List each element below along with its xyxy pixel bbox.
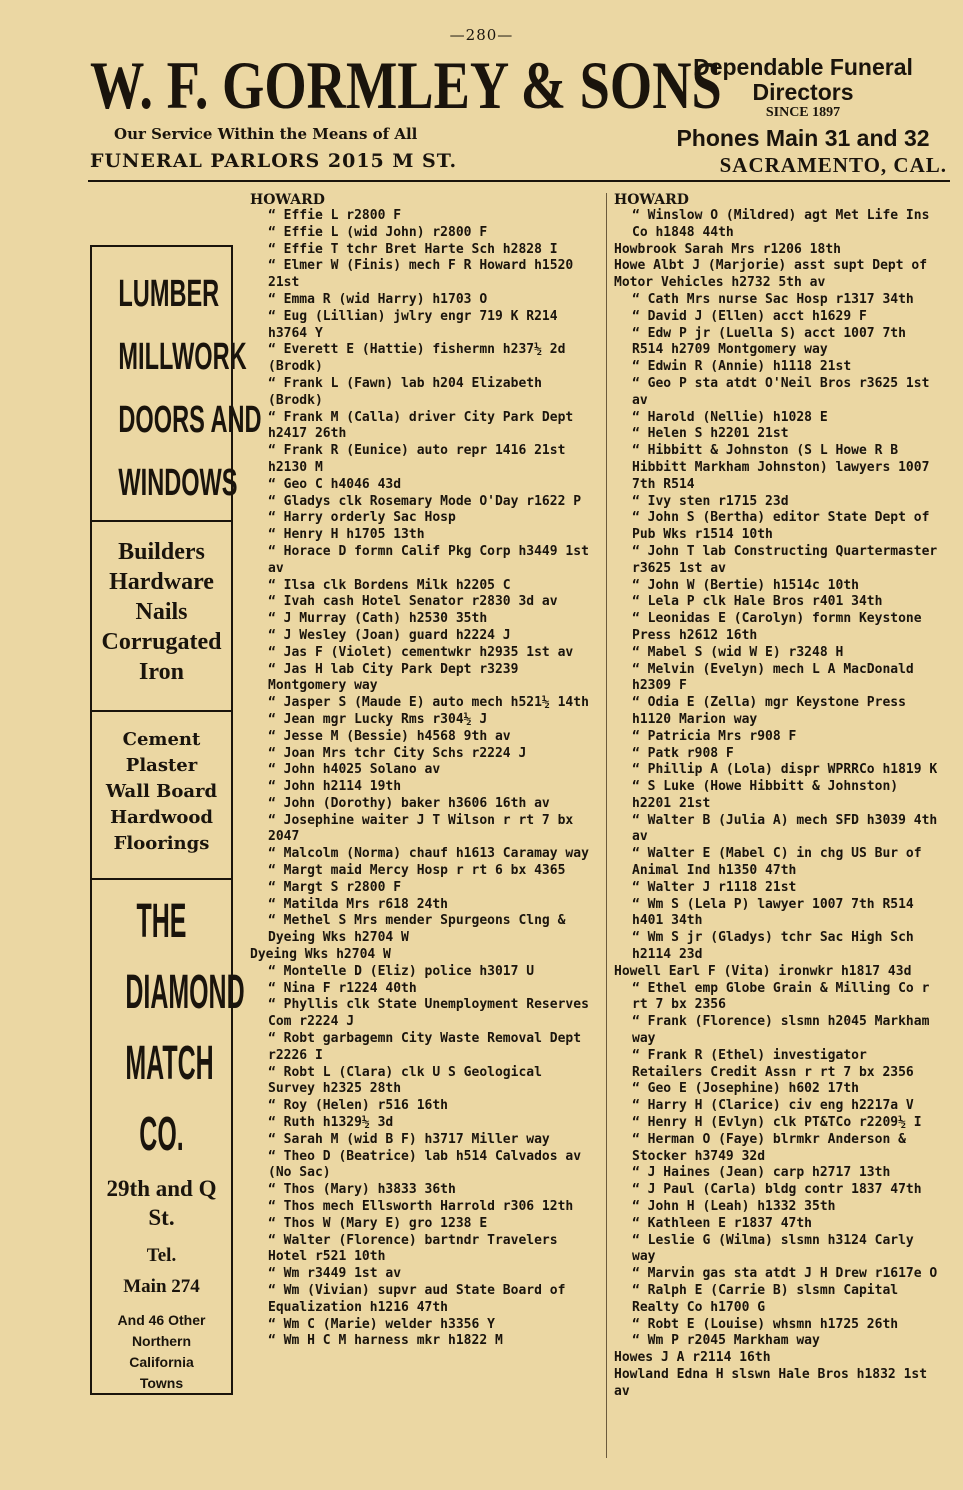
entry-text: “ Thos W (Mary E) gro 1238 E bbox=[268, 1215, 488, 1231]
entry-text: “ Walter (Florence) bartndr Travelers Hotel r521 10th bbox=[268, 1232, 558, 1265]
service-line-2: Directors bbox=[752, 79, 854, 105]
directory-entry bbox=[250, 662, 602, 696]
entry-text: “ Ralph E (Carrie B) slsmn Capital Realty Co h1700 G bbox=[632, 1283, 899, 1315]
builders-line: Nails bbox=[135, 599, 188, 625]
entry-text: “ Marvin gas sta atdt J H Drew r1617e O bbox=[632, 1266, 938, 1282]
directory-entry bbox=[614, 544, 950, 578]
entry-text: “ Matilda Mrs r618 24th bbox=[268, 896, 449, 912]
funeral-home-address: FUNERAL PARLORS 2015 M ST. bbox=[90, 150, 458, 172]
entry-text: “ Jean mgr Lucky Rms r304½ J bbox=[268, 711, 488, 727]
directory-entry bbox=[614, 309, 950, 326]
directory-entry bbox=[614, 695, 950, 729]
entry-text: “ Gladys clk Rosemary Mode O'Day r1622 P bbox=[268, 493, 582, 509]
entry-text: “ Cath Mrs nurse Sac Hosp r1317 34th bbox=[632, 291, 914, 307]
entry-text: “ Wm S (Lela P) lawyer 1007 7th R514 h401 34th bbox=[632, 896, 914, 929]
entry-text: “ Harry orderly Sac Hosp bbox=[268, 510, 456, 526]
directory-entry bbox=[250, 1115, 602, 1132]
directory-entry bbox=[250, 1149, 602, 1183]
directory-entry bbox=[250, 1132, 602, 1149]
directory-entry bbox=[250, 981, 602, 998]
entry-text: “ Geo E (Josephine) h602 17th bbox=[632, 1081, 859, 1097]
entry-text: “ Hibbitt & Johnston (S L Howe R B Hibbitt Markham Johnston) lawyers 1007 7th R514 bbox=[632, 443, 930, 492]
since-year: SINCE 1897 bbox=[765, 105, 841, 120]
directory-entry bbox=[250, 762, 602, 779]
entry-text: Howell Earl F (Vita) ironwkr h1817 43d bbox=[614, 963, 912, 979]
entry-text: “ Walter J r1118 21st bbox=[632, 879, 797, 895]
cement-line: Wall Board bbox=[105, 781, 218, 802]
directory-entry bbox=[614, 846, 950, 880]
entry-text: “ Robt garbagemn City Waste Removal Dept r2226 I bbox=[268, 1031, 582, 1063]
builders-block bbox=[92, 527, 231, 705]
entry-text: “ Wm r3449 1st av bbox=[268, 1266, 402, 1282]
directory-entry bbox=[614, 813, 950, 847]
sidebar-advertisement bbox=[90, 245, 262, 1395]
directory-entry bbox=[614, 242, 950, 259]
section-heading: HOWARD bbox=[250, 192, 325, 208]
entry-text: Howes J A r2114 16th bbox=[614, 1350, 771, 1366]
directory-entry bbox=[614, 1132, 950, 1166]
directory-entry bbox=[614, 1098, 950, 1115]
entry-text: “ Wm P r2045 Markham way bbox=[632, 1333, 820, 1349]
entry-text: “ Frank R (Ethel) investigator Retailers Credit Assn r rt 7 bx 2356 bbox=[632, 1047, 914, 1080]
directory-entry bbox=[250, 1098, 602, 1115]
entry-text: “ John h2114 19th bbox=[268, 779, 402, 795]
entry-text: “ Helen S h2201 21st bbox=[632, 426, 789, 442]
funeral-home-name: W. F. GORMLEY & SONS bbox=[90, 47, 722, 123]
cement-line: Floorings bbox=[113, 833, 210, 854]
lumber-line: WINDOWS bbox=[118, 462, 238, 504]
directory-entry bbox=[614, 930, 950, 964]
directory-entry bbox=[614, 410, 950, 427]
entry-text: “ Leonidas E (Carolyn) formn Keystone Press h2612 16th bbox=[632, 611, 922, 643]
sidebar-divider bbox=[92, 520, 231, 522]
tel-line: Main 274 bbox=[123, 1276, 200, 1297]
lumber-block bbox=[118, 263, 262, 515]
entry-text: “ J Paul (Carla) bldg contr 1837 47th bbox=[632, 1182, 922, 1198]
entry-text: “ Ethel emp Globe Grain & Milling Co r rt 7 bx 2356 bbox=[632, 980, 930, 1013]
entry-text: “ Ilsa clk Bordens Milk h2205 C bbox=[268, 577, 511, 593]
address-line: St. bbox=[148, 1205, 175, 1230]
entry-text: Dyeing Wks h2704 W bbox=[250, 947, 391, 963]
directory-entry bbox=[250, 410, 602, 444]
directory-entry bbox=[250, 258, 602, 292]
entry-text: “ Phyllis clk State Unemployment Reserves Com r2224 J bbox=[268, 997, 589, 1030]
directory-entry bbox=[614, 1199, 950, 1216]
directory-entry bbox=[614, 1266, 950, 1283]
directory-entry bbox=[250, 1216, 602, 1233]
entry-text: “ J Murray (Cath) h2530 35th bbox=[268, 611, 488, 627]
city-name: SACRAMENTO, CAL. bbox=[719, 153, 947, 177]
directory-entry bbox=[250, 494, 602, 511]
lumber-line: DOORS AND bbox=[118, 399, 262, 441]
directory-entry bbox=[614, 258, 950, 292]
entry-text: “ Thos mech Ellsworth Harrold r306 12th bbox=[268, 1199, 574, 1215]
directory-entry bbox=[614, 594, 950, 611]
entry-text: “ Henry H h1705 13th bbox=[268, 527, 425, 543]
diamond-telephone bbox=[92, 1240, 231, 1302]
directory-entry bbox=[614, 1333, 950, 1350]
directory-entry bbox=[250, 225, 602, 242]
directory-entry bbox=[614, 208, 950, 242]
entry-text: “ Leslie G (Wilma) slsmn h3124 Carly way bbox=[632, 1232, 914, 1265]
entry-text: “ Sarah M (wid B F) h3717 Miller way bbox=[268, 1131, 550, 1147]
sidebar-divider bbox=[92, 878, 231, 880]
directory-entry bbox=[614, 1115, 950, 1132]
directory-entry bbox=[614, 729, 950, 746]
directory-entry bbox=[250, 527, 602, 544]
header-divider bbox=[88, 180, 950, 182]
entry-text: “ Ivy sten r1715 23d bbox=[632, 493, 789, 509]
towns-line: California bbox=[129, 1354, 194, 1370]
directory-entry bbox=[250, 1182, 602, 1199]
directory-entry bbox=[614, 1165, 950, 1182]
diamond-line: THE bbox=[136, 895, 187, 948]
column-divider bbox=[606, 193, 607, 1458]
entry-text: “ Geo C h4046 43d bbox=[268, 476, 402, 492]
funeral-home-tagline: Our Service Within the Means of All bbox=[114, 125, 418, 143]
directory-entry bbox=[250, 695, 602, 712]
phone-numbers: Phones Main 31 and 32 bbox=[676, 125, 930, 151]
builders-line: Builders bbox=[118, 539, 205, 565]
directory-entry bbox=[250, 846, 602, 863]
entry-text: “ Margt maid Mercy Hosp r rt 6 bx 4365 bbox=[268, 863, 566, 879]
tel-line: Tel. bbox=[146, 1245, 177, 1266]
directory-entry bbox=[250, 1317, 602, 1334]
funeral-home-service-block bbox=[673, 55, 933, 153]
diamond-match-block bbox=[125, 886, 245, 1170]
directory-entry bbox=[250, 544, 602, 578]
entry-text: Howbrook Sarah Mrs r1206 18th bbox=[614, 241, 841, 257]
entry-text: “ Eug (Lillian) jwlry engr 719 K R214 h3764 Y bbox=[268, 308, 558, 341]
directory-entry bbox=[614, 779, 950, 813]
cement-line: Cement bbox=[122, 729, 201, 750]
entry-text: “ Patricia Mrs r908 F bbox=[632, 728, 797, 744]
entry-text: “ Malcolm (Norma) chauf h1613 Caramay way bbox=[268, 846, 589, 862]
directory-entry bbox=[614, 510, 950, 544]
directory-entry bbox=[250, 863, 602, 880]
directory-entry bbox=[250, 712, 602, 729]
directory-entry bbox=[614, 443, 950, 493]
directory-entry bbox=[614, 611, 950, 645]
directory-entry bbox=[614, 1233, 950, 1267]
entry-text: “ Robt L (Clara) clk U S Geological Survey h2325 28th bbox=[268, 1064, 542, 1097]
entry-text: “ Josephine waiter J T Wilson r rt 7 bx 2047 bbox=[268, 812, 574, 845]
entry-text: “ Jesse M (Bessie) h4568 9th av bbox=[268, 728, 511, 744]
entry-text: “ Theo D (Beatrice) lab h514 Calvados av (No Sac) bbox=[268, 1148, 582, 1181]
directory-entry bbox=[250, 729, 602, 746]
entry-text: “ John h4025 Solano av bbox=[268, 762, 441, 778]
entry-text: “ Jasper S (Maude E) auto mech h521½ 14th bbox=[268, 695, 589, 711]
directory-entry bbox=[250, 645, 602, 662]
towns-line: And 46 Other bbox=[117, 1312, 206, 1328]
directory-entry bbox=[250, 1283, 602, 1317]
directory-entry bbox=[614, 964, 950, 981]
entry-text: “ Lela P clk Hale Bros r401 34th bbox=[632, 594, 883, 610]
entry-text: “ Nina F r1224 40th bbox=[268, 980, 417, 996]
entry-text: “ Effie L r2800 F bbox=[268, 208, 402, 223]
entry-text: “ John S (Bertha) editor State Dept of Pub Wks r1514 10th bbox=[632, 510, 930, 543]
directory-entry bbox=[250, 376, 602, 410]
service-line-1: Dependable Funeral bbox=[693, 54, 913, 80]
entry-text: “ Horace D formn Calif Pkg Corp h3449 1st av bbox=[268, 543, 589, 576]
directory-entry bbox=[614, 426, 950, 443]
entry-text: “ Edw P jr (Luella S) acct 1007 7th R514 h2709 Montgomery way bbox=[632, 325, 906, 358]
entry-text: “ Roy (Helen) r516 16th bbox=[268, 1098, 449, 1114]
entry-text: “ Walter E (Mabel C) in chg US Bur of Animal Ind h1350 47th bbox=[632, 846, 922, 879]
directory-entry bbox=[250, 1333, 602, 1350]
entry-text: “ Jas F (Violet) cementwkr h2935 1st av bbox=[268, 644, 574, 660]
directory-entry bbox=[250, 309, 602, 343]
entry-text: “ Ivah cash Hotel Senator r2830 3d av bbox=[268, 594, 558, 610]
entry-text: “ Methel S Mrs mender Spurgeons Clng & Dyeing Wks h2704 W bbox=[268, 913, 566, 946]
diamond-line: DIAMOND bbox=[125, 966, 245, 1019]
entry-text: Howland Edna H slswn Hale Bros h1832 1st av bbox=[614, 1366, 928, 1399]
section-heading: HOWARD bbox=[614, 192, 689, 208]
directory-entry bbox=[614, 1283, 950, 1317]
directory-entry bbox=[250, 1065, 602, 1099]
directory-entry bbox=[250, 292, 602, 309]
directory-entry bbox=[614, 1367, 950, 1401]
entry-text: “ Wm S jr (Gladys) tchr Sac High Sch h2114 23d bbox=[632, 930, 914, 963]
entry-list bbox=[614, 208, 950, 1401]
directory-entry bbox=[250, 1266, 602, 1283]
entry-text: “ John W (Bertie) h1514c 10th bbox=[632, 577, 859, 593]
entry-text: “ Harold (Nellie) h1028 E bbox=[632, 409, 828, 425]
entry-text: “ Winslow O (Mildred) agt Met Life Ins Co h1848 44th bbox=[632, 208, 930, 240]
directory-entry bbox=[614, 1182, 950, 1199]
directory-entry bbox=[250, 947, 602, 964]
entry-text: “ Effie T tchr Bret Harte Sch h2828 I bbox=[268, 241, 558, 257]
directory-entry bbox=[250, 964, 602, 981]
directory-entry bbox=[250, 813, 602, 847]
directory-entry bbox=[614, 662, 950, 696]
directory-entry bbox=[250, 594, 602, 611]
entry-list bbox=[250, 208, 602, 1350]
entry-text: “ Elmer W (Finis) mech F R Howard h1520 21st bbox=[268, 258, 574, 291]
towns-line: Northern bbox=[131, 1333, 192, 1349]
diamond-line: CO. bbox=[139, 1108, 184, 1161]
directory-entry bbox=[250, 913, 602, 947]
directory-entry bbox=[250, 1233, 602, 1267]
entry-text: “ J Haines (Jean) carp h2717 13th bbox=[632, 1165, 891, 1181]
entry-text: “ Harry H (Clarice) civ eng h2217a V bbox=[632, 1098, 914, 1114]
directory-entry bbox=[250, 796, 602, 813]
entry-text: “ Thos (Mary) h3833 36th bbox=[268, 1182, 456, 1198]
entry-text: “ Wm (Vivian) supvr aud State Board of Equalization h1216 47th bbox=[268, 1283, 566, 1315]
directory-entry bbox=[250, 477, 602, 494]
directory-entry bbox=[614, 880, 950, 897]
directory-entry bbox=[614, 578, 950, 595]
entry-text: “ Edwin R (Annie) h1118 21st bbox=[632, 359, 852, 375]
directory-entry bbox=[614, 292, 950, 309]
entry-text: “ Mabel S (wid W E) r3248 H bbox=[632, 644, 844, 660]
builders-line: Hardware bbox=[109, 569, 214, 595]
entry-text: “ Margt S r2800 F bbox=[268, 879, 402, 895]
entry-text: “ Wm H C M harness mkr h1822 M bbox=[268, 1333, 503, 1349]
directory-entry bbox=[614, 376, 950, 410]
diamond-line: MATCH bbox=[125, 1037, 214, 1090]
lumber-line: LUMBER bbox=[118, 273, 220, 315]
entry-text: Howe Albt J (Marjorie) asst supt Dept of Motor Vehicles h2732 5th av bbox=[614, 258, 928, 291]
directory-entry bbox=[614, 1317, 950, 1334]
directory-entry bbox=[614, 645, 950, 662]
directory-entry bbox=[250, 1031, 602, 1065]
address-line: 29th and Q bbox=[106, 1176, 217, 1201]
cement-block bbox=[92, 717, 231, 873]
cement-line: Hardwood bbox=[110, 807, 213, 828]
directory-entry bbox=[614, 746, 950, 763]
directory-column-right bbox=[614, 192, 950, 1401]
lumber-line: MILLWORK bbox=[118, 336, 247, 378]
directory-entry bbox=[250, 208, 602, 225]
directory-entry bbox=[250, 443, 602, 477]
entry-text: “ J Wesley (Joan) guard h2224 J bbox=[268, 627, 511, 643]
directory-entry bbox=[250, 611, 602, 628]
directory-entry bbox=[250, 880, 602, 897]
entry-text: “ Effie L (wid John) r2800 F bbox=[268, 224, 488, 240]
directory-entry bbox=[614, 762, 950, 779]
directory-entry bbox=[250, 342, 602, 376]
directory-entry bbox=[614, 326, 950, 360]
entry-text: “ Henry H (Evlyn) clk PT&TCo r2209½ I bbox=[632, 1115, 922, 1131]
entry-text: “ Geo P sta atdt O'Neil Bros r3625 1st av bbox=[632, 375, 930, 408]
entry-text: “ Frank M (Calla) driver City Park Dept h2417 26th bbox=[268, 409, 574, 442]
directory-column-left bbox=[250, 192, 602, 1350]
entry-text: “ Robt E (Louise) whsmn h1725 26th bbox=[632, 1316, 899, 1332]
entry-text: “ Kathleen E r1837 47th bbox=[632, 1215, 813, 1231]
entry-text: “ Frank L (Fawn) lab h204 Elizabeth (Brodk) bbox=[268, 375, 542, 408]
entry-text: “ Joan Mrs tchr City Schs r2224 J bbox=[268, 745, 527, 761]
builders-line: Iron bbox=[139, 659, 184, 685]
directory-entry bbox=[614, 1350, 950, 1367]
builders-line: Corrugated bbox=[101, 629, 222, 655]
page-number: —280— bbox=[449, 26, 514, 44]
entry-text: “ Walter B (Julia A) mech SFD h3039 4th av bbox=[632, 812, 938, 845]
directory-entry bbox=[250, 779, 602, 796]
entry-text: “ Frank (Florence) slsmn h2045 Markham way bbox=[632, 1014, 930, 1047]
entry-text: “ Jas H lab City Park Dept r3239 Montgomery way bbox=[268, 661, 519, 694]
directory-entry bbox=[250, 746, 602, 763]
entry-text: “ Everett E (Hattie) fishermn h237½ 2d (Brodk) bbox=[268, 342, 566, 375]
sidebar-divider bbox=[92, 710, 231, 712]
entry-text: “ Melvin (Evelyn) mech L A MacDonald h2309 F bbox=[632, 661, 914, 694]
entry-text: “ Wm C (Marie) welder h3356 Y bbox=[268, 1316, 495, 1332]
directory-entry bbox=[250, 897, 602, 914]
directory-entry bbox=[614, 1081, 950, 1098]
diamond-address bbox=[92, 1174, 231, 1232]
directory-entry bbox=[250, 242, 602, 259]
entry-text: “ John H (Leah) h1332 35th bbox=[632, 1199, 836, 1215]
entry-text: “ Montelle D (Eliz) police h3017 U bbox=[268, 963, 535, 979]
entry-text: “ Emma R (wid Harry) h1703 O bbox=[268, 291, 488, 307]
directory-entry bbox=[614, 1048, 950, 1082]
directory-entry bbox=[250, 578, 602, 595]
entry-text: “ Ruth h1329½ 3d bbox=[268, 1115, 394, 1131]
entry-text: “ John T lab Constructing Quartermaster r3625 1st av bbox=[632, 543, 938, 576]
directory-entry bbox=[250, 1199, 602, 1216]
entry-text: “ Phillip A (Lola) dispr WPRRCo h1819 K bbox=[632, 762, 938, 778]
directory-entry bbox=[250, 997, 602, 1031]
diamond-towns bbox=[92, 1310, 231, 1394]
entry-text: “ S Luke (Howe Hibbitt & Johnston) h2201 21st bbox=[632, 779, 899, 811]
entry-text: “ Herman O (Faye) blrmkr Anderson & Stocker h3749 32d bbox=[632, 1131, 906, 1164]
directory-entry bbox=[614, 359, 950, 376]
entry-text: “ David J (Ellen) acct h1629 F bbox=[632, 308, 867, 324]
directory-entry bbox=[614, 981, 950, 1015]
entry-text: “ Frank R (Eunice) auto repr 1416 21st h2130 M bbox=[268, 443, 566, 475]
towns-line: Towns bbox=[139, 1375, 184, 1391]
directory-entry bbox=[614, 1014, 950, 1048]
directory-entry bbox=[614, 897, 950, 931]
directory-entry bbox=[614, 1216, 950, 1233]
entry-text: “ John (Dorothy) baker h3606 16th av bbox=[268, 795, 550, 811]
directory-entry bbox=[614, 494, 950, 511]
entry-text: “ Patk r908 F bbox=[632, 745, 734, 761]
directory-entry bbox=[250, 628, 602, 645]
directory-entry bbox=[250, 510, 602, 527]
cement-line: Plaster bbox=[125, 755, 198, 776]
entry-text: “ Odia E (Zella) mgr Keystone Press h1120 Marion way bbox=[632, 695, 906, 727]
